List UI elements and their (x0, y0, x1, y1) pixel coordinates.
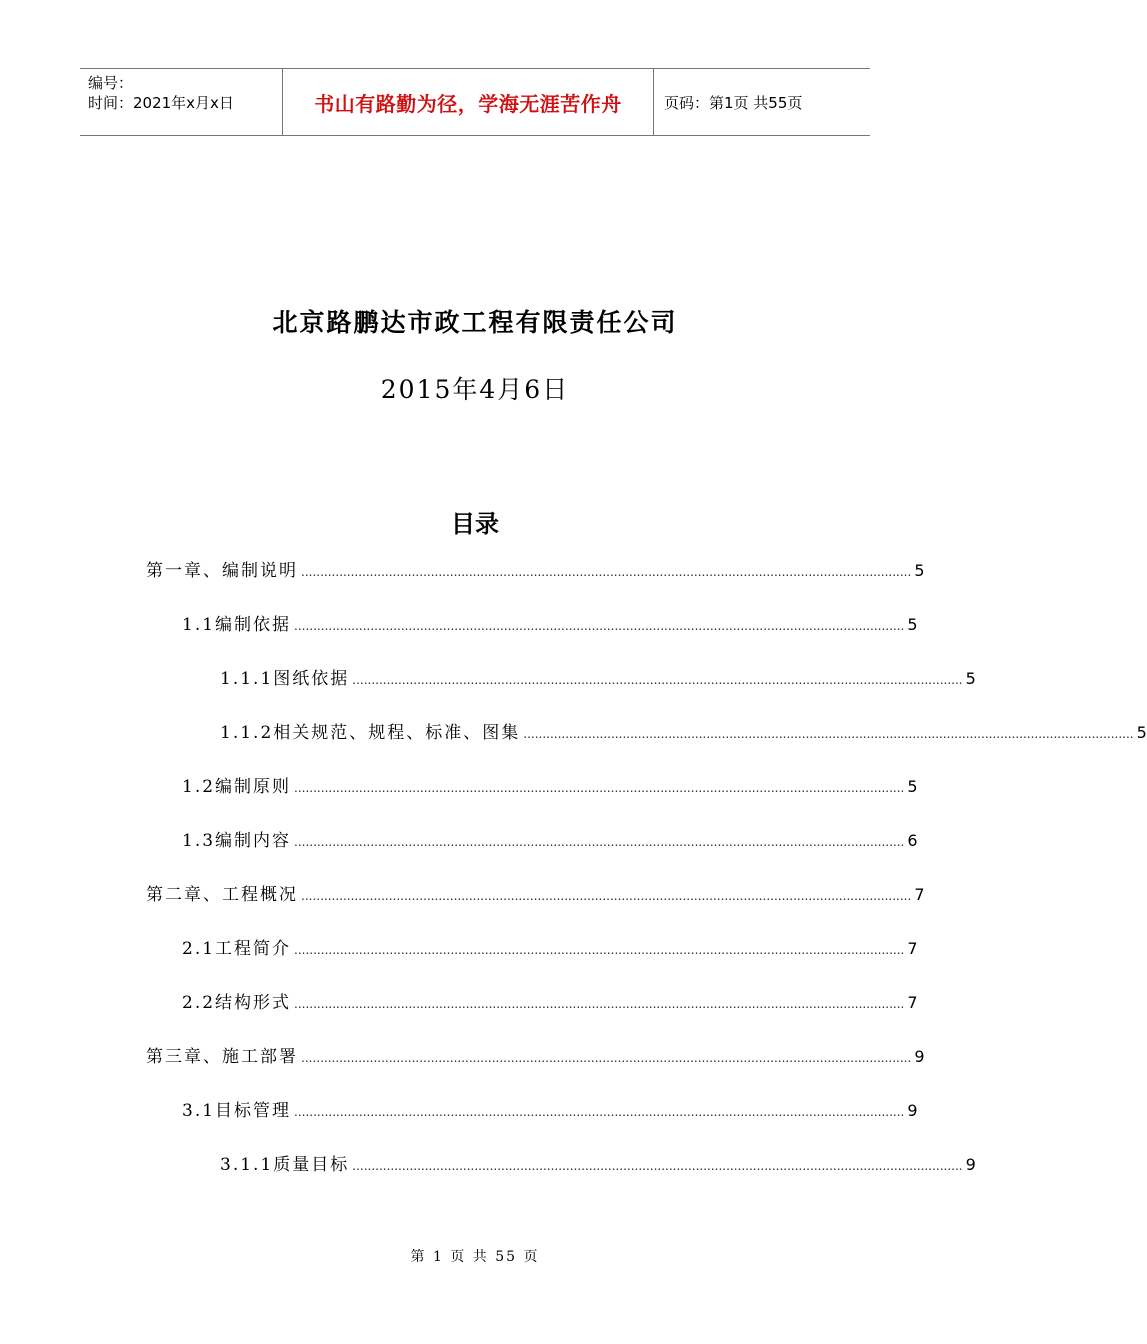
toc-leader-dots: ................................................................................................................................................................ (301, 565, 912, 579)
toc-entry-page: 5 (907, 777, 918, 796)
toc-entry[interactable] (220, 718, 1147, 750)
toc-entry-page: 9 (907, 1101, 918, 1120)
toc-leader-dots: ................................................................................................................................................................ (294, 997, 905, 1011)
document-time-label: 时间：2021年x月x日 (88, 94, 234, 112)
toc-entry[interactable] (220, 1150, 976, 1182)
toc-entry-label: 1.1编制依据 (182, 615, 292, 635)
toc-leader-dots: ................................................................................................................................................................ (301, 1051, 912, 1065)
page-footer: 第 1 页 共 55 页 (410, 1249, 540, 1265)
page-header (80, 68, 870, 136)
toc-entry-page: 7 (914, 885, 925, 904)
header-meta (80, 69, 282, 135)
toc-entry[interactable] (146, 1042, 925, 1074)
toc-entry[interactable] (182, 610, 918, 642)
toc-leader-dots: ................................................................................................................................................................ (294, 619, 905, 633)
company-name: 北京路鹏达市政工程有限责任公司 (272, 308, 678, 337)
toc-entry-page: 9 (914, 1047, 925, 1066)
toc-entry-page: 6 (907, 831, 918, 850)
toc-entry[interactable] (182, 826, 918, 858)
toc-title: 目录 (451, 509, 499, 538)
toc-leader-dots: ................................................................................................................................................................ (352, 673, 963, 687)
toc-leader-dots: ................................................................................................................................................................ (294, 781, 905, 795)
toc-entry-label: 2.2结构形式 (182, 993, 292, 1013)
toc-entry-label: 1.3编制内容 (182, 831, 292, 851)
toc-entry[interactable] (146, 880, 925, 912)
toc-entry-page: 9 (965, 1155, 976, 1174)
document-number-label: 编号： (88, 74, 134, 92)
toc-entry[interactable] (182, 772, 918, 804)
header-page-info: 页码：第1页 共55页 (664, 93, 803, 112)
toc-leader-dots: ................................................................................................................................................................ (294, 835, 905, 849)
toc-entry-page: 5 (1136, 723, 1147, 742)
toc-leader-dots: ................................................................................................................................................................ (523, 727, 1134, 741)
toc-entry-page: 7 (907, 993, 918, 1012)
toc-entry-page: 5 (965, 669, 976, 688)
toc-leader-dots: ................................................................................................................................................................ (294, 1105, 905, 1119)
toc-entry-label: 2.1工程简介 (182, 939, 292, 959)
toc-entry-label: 1.2编制原则 (182, 777, 292, 797)
toc-entry-page: 5 (914, 561, 925, 580)
toc-leader-dots: ................................................................................................................................................................ (301, 889, 912, 903)
toc-leader-dots: ................................................................................................................................................................ (294, 943, 905, 957)
toc-entry[interactable] (220, 664, 976, 696)
toc-entry-label: 第三章、施工部署 (146, 1047, 298, 1067)
toc-entry[interactable] (182, 988, 918, 1020)
toc-entry[interactable] (182, 1096, 918, 1128)
toc-leader-dots: ................................................................................................................................................................ (352, 1159, 963, 1173)
toc-entry-label: 1.1.2相关规范、规程、标准、图集 (220, 723, 521, 743)
toc-entry-label: 3.1.1质量目标 (220, 1155, 350, 1175)
toc-entry-label: 第二章、工程概况 (146, 885, 298, 905)
document-date: 2015年4月6日 (380, 375, 570, 404)
toc-entry-page: 5 (907, 615, 918, 634)
toc-entry-label: 1.1.1图纸依据 (220, 669, 350, 689)
toc-entry-page: 7 (907, 939, 918, 958)
toc-entry[interactable] (182, 934, 918, 966)
toc-entry[interactable] (146, 556, 925, 588)
toc-entry-label: 第一章、编制说明 (146, 561, 298, 581)
header-motto: 书山有路勤为径，学海无涯苦作舟 (282, 69, 654, 135)
toc-entry-label: 3.1目标管理 (182, 1101, 292, 1121)
